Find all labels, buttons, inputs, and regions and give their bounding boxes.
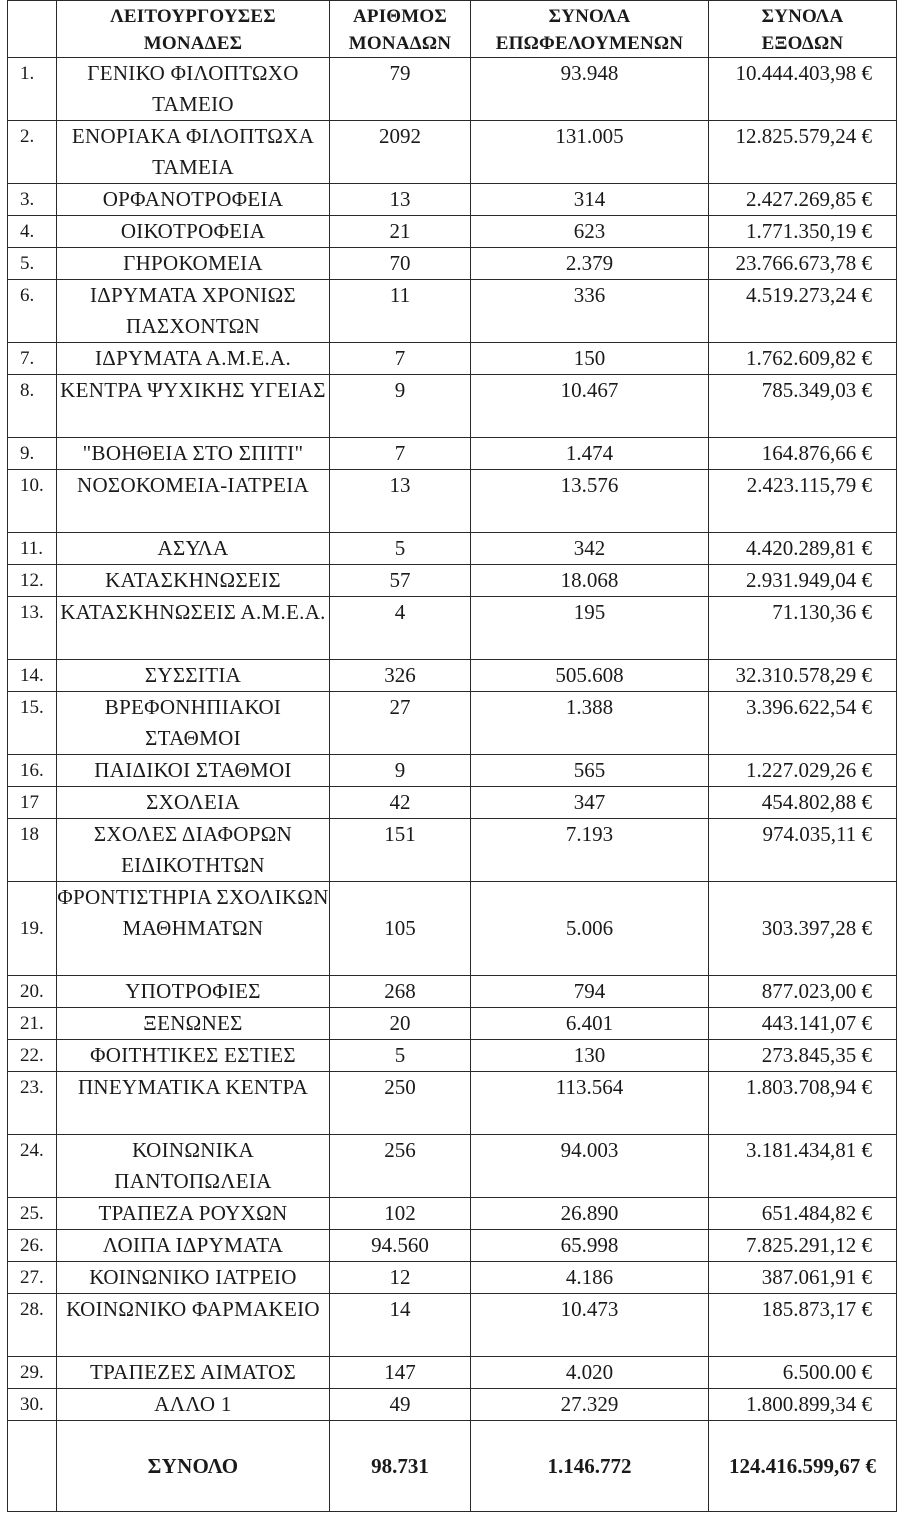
header-beneficiaries-line1: ΣΥΝΟΛΑ [548,6,631,27]
row-number: 19. [8,882,57,976]
table-row [8,184,897,216]
row-unit-name: ΒΡΕΦΟΝΗΠΙΑΚΟΙ ΣΤΑΘΜΟΙ [57,692,330,755]
row-unit-name: ΙΔΡΥΜΑΤΑ Α.Μ.Ε.Α. [57,343,330,375]
row-unit-name: ΓΗΡΟΚΟΜΕΙΑ [57,248,330,280]
row-unit-name: ΚΟΙΝΩΝΙΚΟ ΦΑΡΜΑΚΕΙΟ [57,1294,330,1357]
row-expenses: 2.423.115,79 € [709,470,897,533]
row-unit-name: ΛΟΙΠΑ ΙΔΡΥΜΑΤΑ [57,1230,330,1262]
row-expenses: 6.500.00 € [709,1357,897,1389]
row-number: 5. [8,248,57,280]
row-beneficiaries: 1.474 [471,438,709,470]
row-unit-name: ΞΕΝΩΝΕΣ [57,1008,330,1040]
row-beneficiaries: 26.890 [471,1198,709,1230]
row-unit-name: ΑΛΛΟ 1 [57,1389,330,1421]
row-expenses: 1.762.609,82 € [709,343,897,375]
table-row [8,1008,897,1040]
row-unit-name: ΓΕΝΙΚΟ ΦΙΛΟΠΤΩΧΟ ΤΑΜΕΙΟ [57,58,330,121]
table-row [8,280,897,343]
row-beneficiaries: 130 [471,1040,709,1072]
row-expenses: 185.873,17 € [709,1294,897,1357]
row-unit-name: ΟΡΦΑΝΟΤΡΟΦΕΙΑ [57,184,330,216]
row-number: 28. [8,1294,57,1357]
table-row [8,565,897,597]
table-row [8,1357,897,1389]
row-beneficiaries: 1.388 [471,692,709,755]
header-expenses-line2: ΕΞΟΔΩΝ [761,33,844,54]
row-expenses: 2.931.949,04 € [709,565,897,597]
row-expenses: 974.035,11 € [709,819,897,882]
row-unit-count: 7 [330,438,471,470]
row-beneficiaries: 93.948 [471,58,709,121]
table-row [8,58,897,121]
row-number: 12. [8,565,57,597]
row-unit-count: 326 [330,660,471,692]
row-number: 3. [8,184,57,216]
row-beneficiaries: 10.473 [471,1294,709,1357]
row-unit-name: "ΒΟΗΘΕΙΑ ΣΤΟ ΣΠΙΤΙ" [57,438,330,470]
row-unit-count: 2092 [330,121,471,184]
table-row [8,1230,897,1262]
row-unit-name: ΚΕΝΤΡΑ ΨΥΧΙΚΗΣ ΥΓΕΙΑΣ [57,375,330,438]
table-row [8,1198,897,1230]
row-beneficiaries: 336 [471,280,709,343]
row-unit-name: ΣΥΣΣΙΤΙΑ [57,660,330,692]
row-expenses: 12.825.579,24 € [709,121,897,184]
total-unit-count: 98.731 [330,1421,471,1512]
row-number: 11. [8,533,57,565]
total-expenses: 124.416.599,67 € [709,1421,897,1512]
row-beneficiaries: 342 [471,533,709,565]
row-unit-count: 79 [330,58,471,121]
table-row [8,1262,897,1294]
row-beneficiaries: 623 [471,216,709,248]
row-unit-name: ΦΟΙΤΗΤΙΚΕΣ ΕΣΤΙΕΣ [57,1040,330,1072]
row-beneficiaries: 505.608 [471,660,709,692]
table-row [8,533,897,565]
row-unit-name: ΦΡΟΝΤΙΣΤΗΡΙΑ ΣΧΟΛΙΚΩΝ ΜΑΘΗΜΑΤΩΝ [57,882,330,976]
row-unit-name: ΟΙΚΟΤΡΟΦΕΙΑ [57,216,330,248]
row-beneficiaries: 347 [471,787,709,819]
row-unit-count: 57 [330,565,471,597]
row-number: 6. [8,280,57,343]
row-expenses: 3.181.434,81 € [709,1135,897,1198]
row-number: 29. [8,1357,57,1389]
row-expenses: 1.227.029,26 € [709,755,897,787]
row-number: 25. [8,1198,57,1230]
row-beneficiaries: 18.068 [471,565,709,597]
row-number: 14. [8,660,57,692]
header-units-count [330,1,471,58]
row-expenses: 785.349,03 € [709,375,897,438]
row-unit-count: 49 [330,1389,471,1421]
table-row [8,1072,897,1135]
row-unit-count: 12 [330,1262,471,1294]
row-expenses: 4.420.289,81 € [709,533,897,565]
total-row-number [8,1421,57,1512]
row-unit-count: 13 [330,470,471,533]
row-unit-count: 147 [330,1357,471,1389]
row-unit-name: ΚΟΙΝΩΝΙΚΑ ΠΑΝΤΟΠΩΛΕΙΑ [57,1135,330,1198]
row-beneficiaries: 565 [471,755,709,787]
row-expenses: 71.130,36 € [709,597,897,660]
table-row [8,976,897,1008]
row-number: 24. [8,1135,57,1198]
header-beneficiaries [471,1,709,58]
row-number: 2. [8,121,57,184]
table-row [8,216,897,248]
row-unit-count: 9 [330,755,471,787]
table-row [8,375,897,438]
row-unit-count: 13 [330,184,471,216]
row-unit-count: 7 [330,343,471,375]
row-number: 26. [8,1230,57,1262]
row-expenses: 10.444.403,98 € [709,58,897,121]
table-row [8,1040,897,1072]
row-unit-count: 256 [330,1135,471,1198]
table-row [8,819,897,882]
row-beneficiaries: 150 [471,343,709,375]
table-row [8,787,897,819]
row-number: 15. [8,692,57,755]
row-unit-count: 20 [330,1008,471,1040]
row-number: 4. [8,216,57,248]
header-number [8,1,57,58]
row-beneficiaries: 94.003 [471,1135,709,1198]
row-unit-name: ΥΠΟΤΡΟΦΙΕΣ [57,976,330,1008]
header-expenses-line1: ΣΥΝΟΛΑ [761,6,844,27]
header-units-name-line2: ΜΟΝΑΔΕΣ [143,33,243,54]
row-expenses: 443.141,07 € [709,1008,897,1040]
row-number: 7. [8,343,57,375]
table-row [8,1389,897,1421]
row-beneficiaries: 2.379 [471,248,709,280]
row-number: 16. [8,755,57,787]
row-unit-count: 268 [330,976,471,1008]
row-expenses: 387.061,91 € [709,1262,897,1294]
row-expenses: 651.484,82 € [709,1198,897,1230]
row-unit-name: ΚΑΤΑΣΚΗΝΩΣΕΙΣ [57,565,330,597]
total-row [8,1421,897,1512]
row-number: 1. [8,58,57,121]
header-beneficiaries-line2: ΕΠΩΦΕΛΟΥΜΕΝΩΝ [495,33,684,54]
header-units-name [57,1,330,58]
row-expenses: 877.023,00 € [709,976,897,1008]
row-beneficiaries: 10.467 [471,375,709,438]
row-number: 9. [8,438,57,470]
row-beneficiaries: 4.020 [471,1357,709,1389]
row-number: 22. [8,1040,57,1072]
row-unit-name: ΕΝΟΡΙΑΚΑ ΦΙΛΟΠΤΩΧΑ ΤΑΜΕΙΑ [57,121,330,184]
row-unit-name: ΣΧΟΛΕΙΑ [57,787,330,819]
row-beneficiaries: 113.564 [471,1072,709,1135]
table-row [8,438,897,470]
row-unit-count: 4 [330,597,471,660]
row-beneficiaries: 794 [471,976,709,1008]
table-row [8,660,897,692]
table-row [8,121,897,184]
row-unit-count: 151 [330,819,471,882]
row-expenses: 1.803.708,94 € [709,1072,897,1135]
total-beneficiaries: 1.146.772 [471,1421,709,1512]
row-beneficiaries: 65.998 [471,1230,709,1262]
table-row [8,1135,897,1198]
statistics-table [7,0,897,1512]
row-unit-count: 9 [330,375,471,438]
table-row [8,470,897,533]
row-unit-count: 70 [330,248,471,280]
row-number: 23. [8,1072,57,1135]
row-expenses: 23.766.673,78 € [709,248,897,280]
table-row [8,1294,897,1357]
total-label: ΣΥΝΟΛΟ [57,1421,330,1512]
table-row [8,597,897,660]
row-expenses: 454.802,88 € [709,787,897,819]
row-unit-name: ΑΣΥΛΑ [57,533,330,565]
table-row [8,882,897,976]
row-beneficiaries: 27.329 [471,1389,709,1421]
row-expenses: 2.427.269,85 € [709,184,897,216]
document-page [7,0,896,1512]
row-unit-count: 250 [330,1072,471,1135]
table-row [8,248,897,280]
row-unit-count: 94.560 [330,1230,471,1262]
row-unit-name: ΚΟΙΝΩΝΙΚΟ ΙΑΤΡΕΙΟ [57,1262,330,1294]
row-number: 10. [8,470,57,533]
row-beneficiaries: 314 [471,184,709,216]
row-beneficiaries: 13.576 [471,470,709,533]
row-beneficiaries: 195 [471,597,709,660]
header-units-count-line2: ΜΟΝΑΔΩΝ [348,33,452,54]
row-expenses: 164.876,66 € [709,438,897,470]
row-expenses: 273.845,35 € [709,1040,897,1072]
row-number: 8. [8,375,57,438]
header-expenses [709,1,897,58]
row-number: 13. [8,597,57,660]
row-unit-name: ΝΟΣΟΚΟΜΕΙΑ-ΙΑΤΡΕΙΑ [57,470,330,533]
row-unit-count: 27 [330,692,471,755]
table-row [8,343,897,375]
row-unit-count: 21 [330,216,471,248]
row-beneficiaries: 5.006 [471,882,709,976]
row-beneficiaries: 7.193 [471,819,709,882]
table-row [8,755,897,787]
row-unit-name: ΤΡΑΠΕΖΕΣ ΑΙΜΑΤΟΣ [57,1357,330,1389]
row-unit-name: ΚΑΤΑΣΚΗΝΩΣΕΙΣ Α.Μ.Ε.Α. [57,597,330,660]
row-unit-name: ΤΡΑΠΕΖΑ ΡΟΥΧΩΝ [57,1198,330,1230]
row-number: 30. [8,1389,57,1421]
row-unit-count: 42 [330,787,471,819]
row-beneficiaries: 6.401 [471,1008,709,1040]
row-unit-count: 5 [330,533,471,565]
row-expenses: 3.396.622,54 € [709,692,897,755]
row-number: 27. [8,1262,57,1294]
row-unit-count: 105 [330,882,471,976]
row-unit-count: 14 [330,1294,471,1357]
row-expenses: 1.800.899,34 € [709,1389,897,1421]
header-units-count-line1: ΑΡΙΘΜΟΣ [352,6,448,27]
row-unit-name: ΠΑΙΔΙΚΟΙ ΣΤΑΘΜΟΙ [57,755,330,787]
row-beneficiaries: 4.186 [471,1262,709,1294]
row-unit-count: 11 [330,280,471,343]
row-number: 18 [8,819,57,882]
row-expenses: 32.310.578,29 € [709,660,897,692]
table-row [8,692,897,755]
row-unit-name: ΠΝΕΥΜΑΤΙΚΑ ΚΕΝΤΡΑ [57,1072,330,1135]
row-number: 21. [8,1008,57,1040]
row-unit-name: ΣΧΟΛΕΣ ΔΙΑΦΟΡΩΝ ΕΙΔΙΚΟΤΗΤΩΝ [57,819,330,882]
row-number: 17 [8,787,57,819]
row-expenses: 7.825.291,12 € [709,1230,897,1262]
row-unit-name: ΙΔΡΥΜΑΤΑ ΧΡΟΝΙΩΣ ΠΑΣΧΟΝΤΩΝ [57,280,330,343]
row-number: 20. [8,976,57,1008]
row-expenses: 4.519.273,24 € [709,280,897,343]
row-beneficiaries: 131.005 [471,121,709,184]
row-unit-count: 5 [330,1040,471,1072]
table-header-row [8,1,897,58]
row-expenses: 303.397,28 € [709,882,897,976]
row-unit-count: 102 [330,1198,471,1230]
header-units-name-line1: ΛΕΙΤΟΥΡΓΟΥΣΕΣ [110,6,276,27]
row-expenses: 1.771.350,19 € [709,216,897,248]
